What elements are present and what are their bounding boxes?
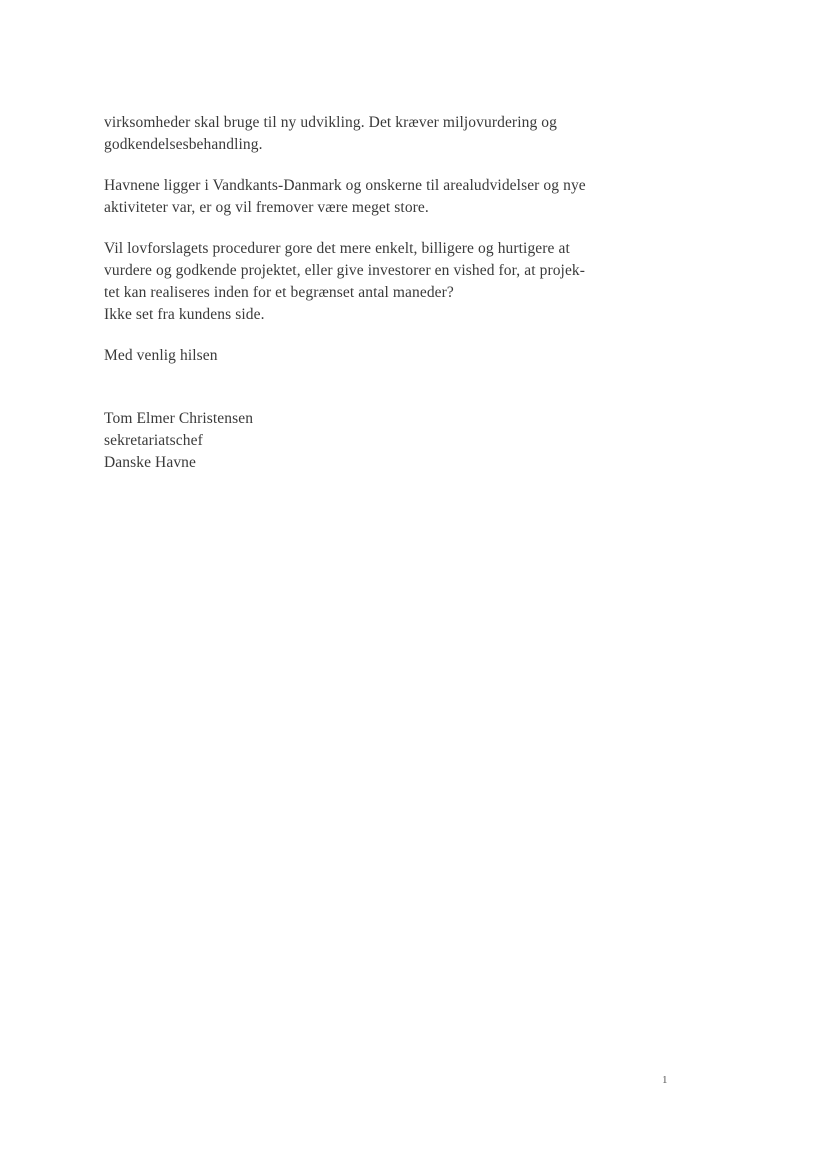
signature-block bbox=[104, 408, 644, 474]
paragraph-line: vurdere og godkende projektet, eller give investorer en vished for, at projek- bbox=[104, 262, 586, 279]
paragraph-line: tet kan realiseres inden for et begrænset antal maneder? bbox=[104, 284, 454, 301]
signature-organization: Danske Havne bbox=[104, 454, 197, 471]
closing-block bbox=[104, 345, 644, 367]
paragraph-line: Havnene ligger i Vandkants-Danmark og onskerne til arealudvidelser og nye bbox=[104, 177, 586, 194]
paragraph-line: Ikke set fra kundens side. bbox=[104, 306, 265, 323]
closing-salutation: Med venlig hilsen bbox=[104, 347, 218, 364]
signature-title: sekretariatschef bbox=[104, 432, 203, 449]
paragraph-1 bbox=[104, 112, 644, 156]
paragraph-line: Vil lovforslagets procedurer gore det mere enkelt, billigere og hurtigere at bbox=[104, 240, 570, 257]
paragraph-2 bbox=[104, 175, 644, 219]
page-number: 1 bbox=[662, 1074, 668, 1086]
paragraph-line: godkendelsesbehandling. bbox=[104, 136, 263, 153]
paragraph-line: aktiviteter var, er og vil fremover være meget store. bbox=[104, 199, 429, 216]
paragraph-line: virksomheder skal bruge til ny udvikling. Det kræver miljovurdering og bbox=[104, 114, 557, 131]
letter-body bbox=[104, 112, 644, 474]
paragraph-3 bbox=[104, 238, 644, 326]
signature-name: Tom Elmer Christensen bbox=[104, 410, 254, 427]
